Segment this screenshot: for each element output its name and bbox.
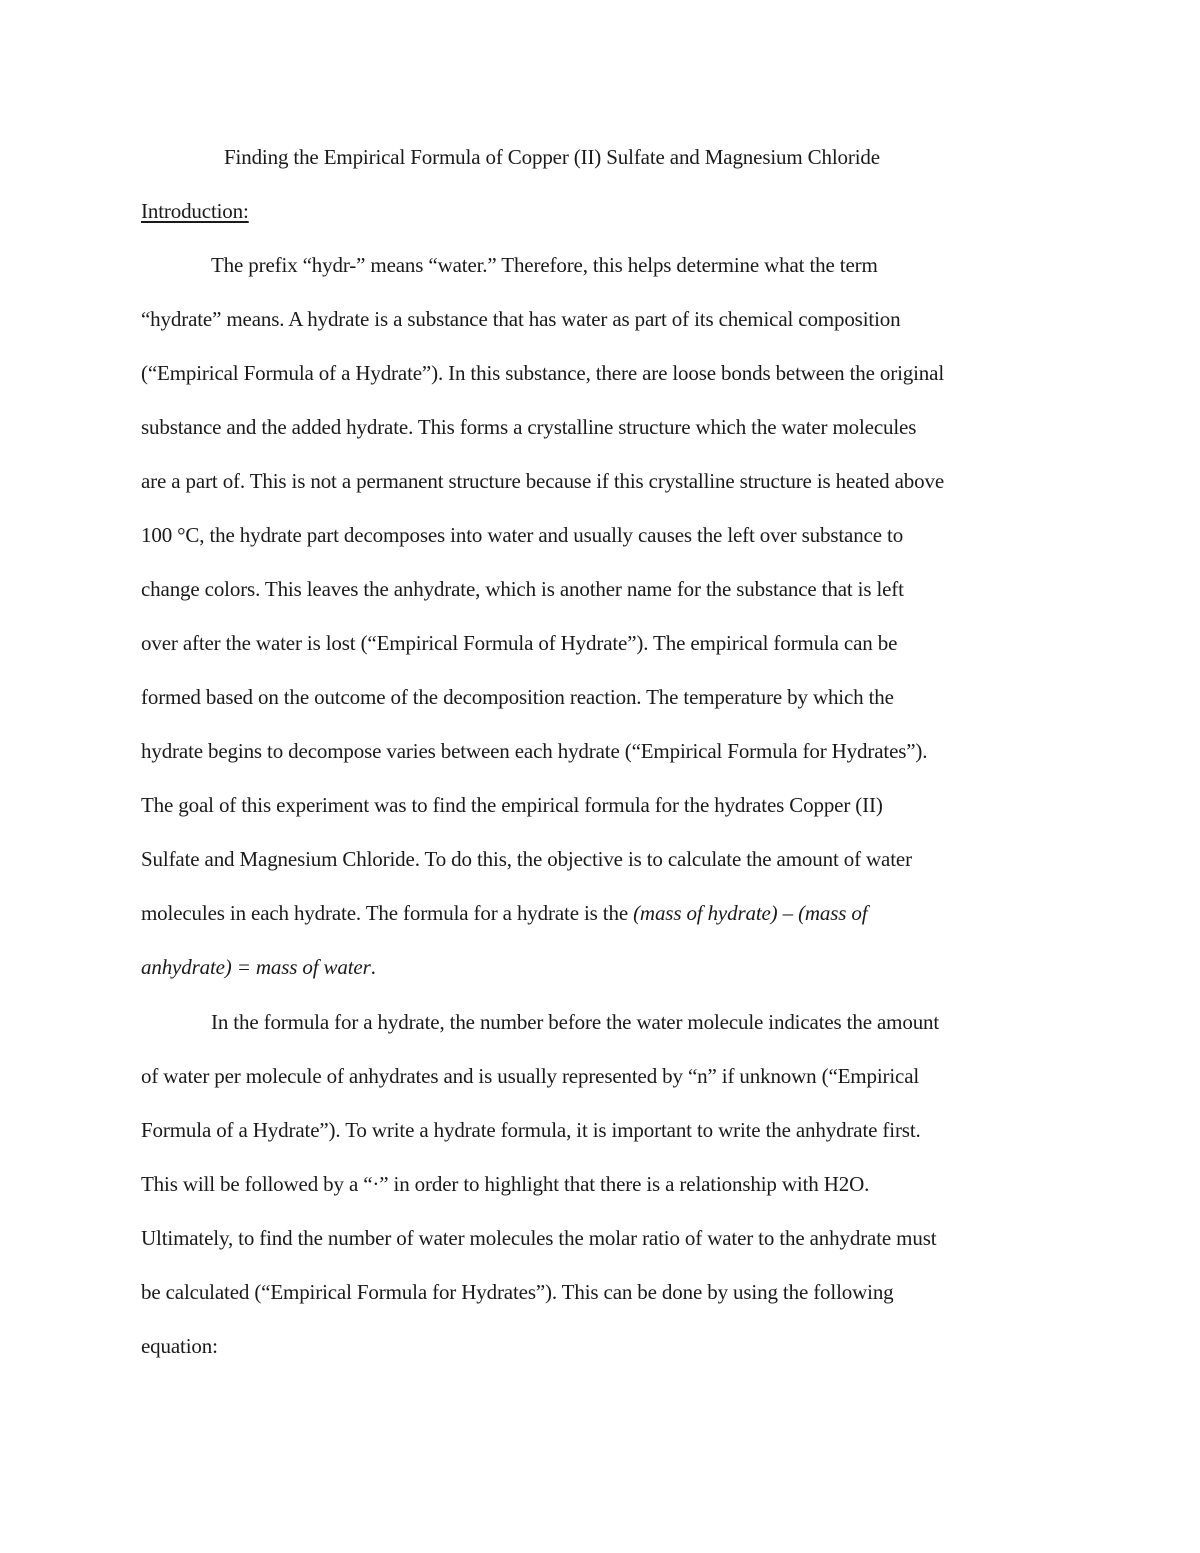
paragraph-1-line-3: (“Empirical Formula of a Hydrate”). In this substance, there are loose bonds between the original — [141, 361, 945, 385]
hydrate-formula-part-1: (mass of hydrate) – (mass of — [633, 901, 868, 925]
paragraph-1-line-1: The prefix “hydr-” means “water.” Therefore, this helps determine what the term — [211, 253, 878, 277]
paragraph-2-line-6: be calculated (“Empirical Formula for Hydrates”). This can be done by using the following — [141, 1280, 894, 1304]
paragraph-1-line-8: over after the water is lost (“Empirical Formula of Hydrate”). The empirical formula can be — [141, 631, 898, 655]
paragraph-1-line-13 — [141, 898, 867, 928]
paragraph-1-line-2: “hydrate” means. A hydrate is a substance that has water as part of its chemical composition — [141, 307, 901, 331]
hydrate-formula-part-2: anhydrate) = mass of water — [141, 955, 371, 979]
paragraph-1-line-11: The goal of this experiment was to find the empirical formula for the hydrates Copper (II) — [141, 793, 883, 817]
paragraph-1-line-6: 100 °C, the hydrate part decomposes into water and usually causes the left over substance to — [141, 523, 904, 547]
paragraph-1-line-14 — [141, 952, 376, 982]
paragraph-2-line-1: In the formula for a hydrate, the number before the water molecule indicates the amount — [211, 1010, 940, 1034]
paragraph-1-line-5: are a part of. This is not a permanent structure because if this crystalline structure is heated above — [141, 469, 945, 493]
document-title: Finding the Empirical Formula of Copper (II) Sulfate and Magnesium Chloride — [224, 145, 880, 169]
paragraph-1-line-4: substance and the added hydrate. This forms a crystalline structure which the water molecules — [141, 415, 917, 439]
paragraph-1-line-9: formed based on the outcome of the decomposition reaction. The temperature by which the — [141, 685, 894, 709]
paragraph-1-line-7: change colors. This leaves the anhydrate, which is another name for the substance that is left — [141, 577, 904, 601]
paragraph-1-line-10: hydrate begins to decompose varies between each hydrate (“Empirical Formula for Hydrates”). — [141, 739, 928, 763]
paragraph-2-line-3: Formula of a Hydrate”). To write a hydrate formula, it is important to write the anhydrate first. — [141, 1118, 921, 1142]
paragraph-2-line-5: Ultimately, to find the number of water molecules the molar ratio of water to the anhydrate must — [141, 1226, 937, 1250]
paragraph-1-line-13-text: molecules in each hydrate. The formula for a hydrate is the — [141, 901, 634, 925]
paragraph-2-line-2: of water per molecule of anhydrates and is usually represented by “n” if unknown (“Empirical — [141, 1064, 920, 1088]
paragraph-1-line-14-end: . — [370, 955, 376, 979]
paragraph-2-line-7: equation: — [141, 1334, 218, 1358]
paragraph-2-line-4: This will be followed by a “·” in order to highlight that there is a relationship with H2O. — [141, 1172, 870, 1196]
paragraph-1-line-12: Sulfate and Magnesium Chloride. To do this, the objective is to calculate the amount of water — [141, 847, 912, 871]
section-heading-introduction: Introduction: — [141, 199, 249, 223]
